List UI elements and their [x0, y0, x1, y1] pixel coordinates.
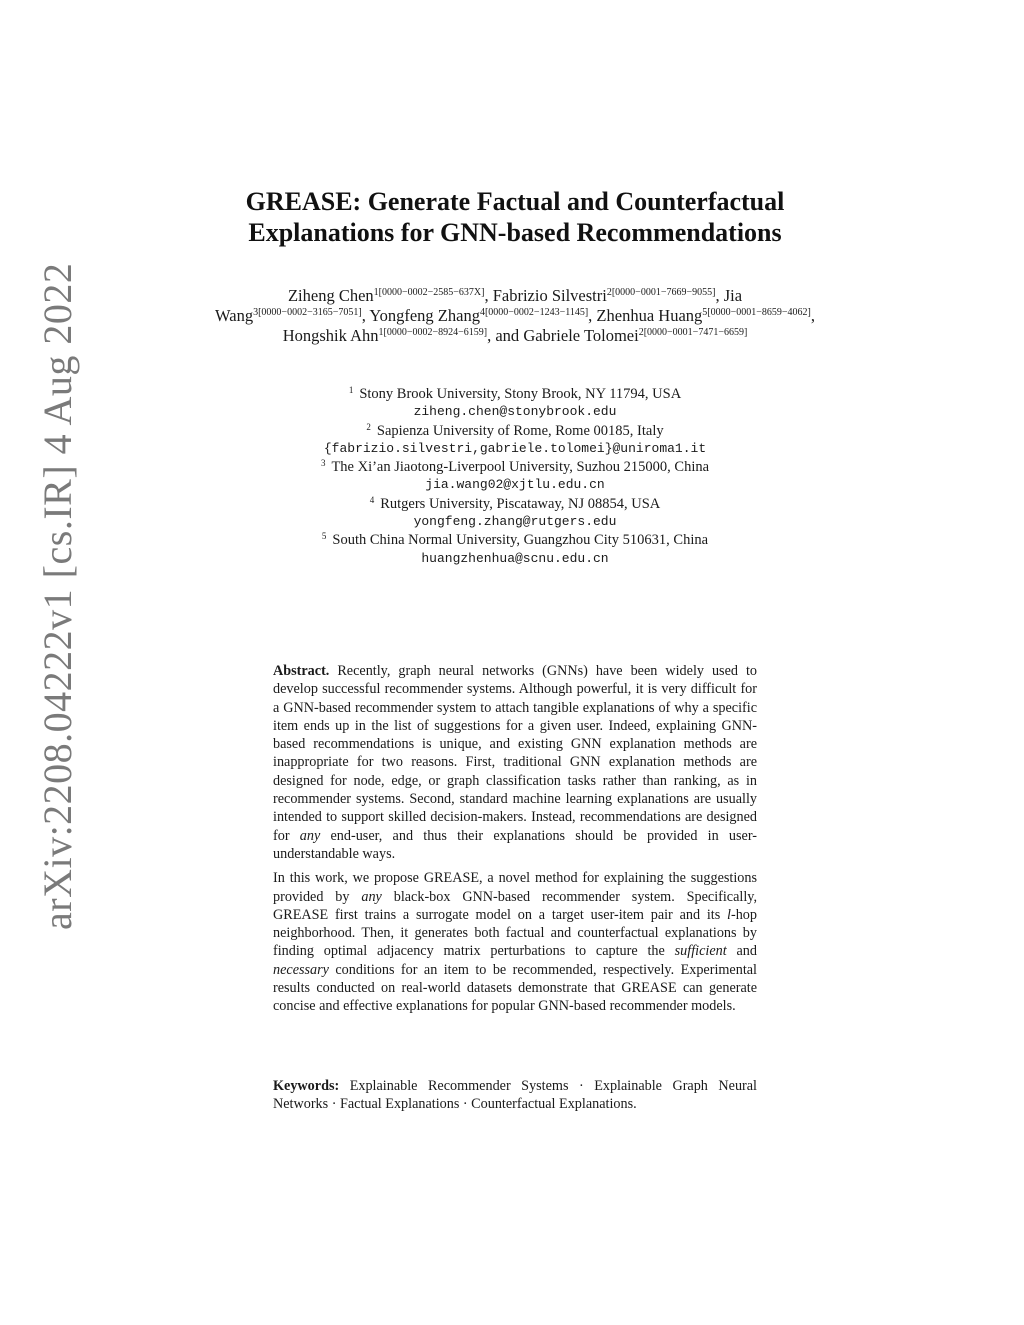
author: Yongfeng Zhang$^{4[0000-0002-1243-1145]}$, [369, 306, 597, 325]
abstract-paragraph-2: In this work, we propose GREASE, a novel method for explaining the suggestions provided by any black-box GNN-based recommender system. Specifically, GREASE first trains a surrogate model on a target user-item pair and its l-hop neighborhood. Then, it generates both factual and counterfactual explanations by finding optimal adjacency matrix perturbations to capture the sufficient and necessary conditions for an item to be recommended, respectively. Experimental results conducted on real-world datasets demonstrate that GREASE can generate concise and effective explanations for popular GNN-based recommender models. [273, 870, 758, 1015]
author: Jia Wang$^{3[0000-0002-3165-7051]}$, [215, 286, 743, 325]
affiliation [215, 385, 815, 422]
affiliation [215, 495, 815, 532]
affiliation [215, 458, 815, 495]
paper-title [200, 186, 830, 248]
affiliation-number: 2 [366, 421, 371, 432]
affiliation-name: Rutgers University, Piscataway, NJ 08854, USA [380, 495, 661, 512]
affiliation-email: ziheng.chen@stonybrook.edu [413, 404, 617, 420]
affiliation-number: 5 [321, 531, 327, 542]
affiliation [215, 422, 815, 459]
affiliation-email: {fabrizio.silvestri,gabriele.tolomei}@uniroma1.it [323, 440, 707, 456]
affiliation-number: 3 [320, 458, 326, 469]
author: Fabrizio Silvestri$^{2[0000-0001-7669-9055]}$, [492, 286, 724, 305]
abstract-heading: Abstract. [273, 663, 330, 679]
title-line-2: Explanations for GNN-based Recommendations [248, 218, 782, 247]
author: Hongshik Ahn$^{1[0000-0002-8924-6159]}$, and [282, 326, 524, 345]
affiliation-name: The Xi’an Jiaotong-Liverpool University, Suzhou 215000, China [331, 459, 710, 476]
affiliation-email: jia.wang02@xjtlu.edu.cn [425, 477, 605, 493]
keywords-heading: Keywords: [273, 1078, 340, 1094]
affiliation-name: Stony Brook University, Stony Brook, NY 11794, USA [359, 386, 682, 402]
arxiv-identifier-stamp: arXiv:2208.04222v1 [cs.IR] 4 Aug 2022 [35, 262, 80, 930]
abstract [273, 662, 757, 1016]
affiliation-name: South China Normal University, Guangzhou City 510631, China [332, 532, 709, 549]
title-line-1: GREASE: Generate Factual and Counterfactual [245, 187, 785, 216]
affiliation-number: 4 [369, 494, 375, 505]
affiliation [215, 531, 815, 568]
author-list [215, 286, 815, 346]
affiliation-email: yongfeng.zhang@rutgers.edu [413, 514, 617, 530]
author: Gabriele Tolomei$^{2[0000-0001-7471-6659]}$ [523, 326, 748, 345]
author: Ziheng Chen$^{1[0000-0002-2585-637X]}$, [287, 286, 493, 305]
affiliation-name: Sapienza University of Rome, Rome 00185, Italy [376, 422, 664, 439]
abstract-paragraph-1: Abstract. Recently, graph neural networks (GNNs) have been widely used to develop successful recommender systems. Although powerful, it is very difficult for a GNN-based recommender system to attach tangible explanations of why a specific item ends up in the list of suggestions for a given user. Indeed, explaining GNN-based recommendations is unique, and existing GNN explanation methods are inappropriate for two reasons. First, traditional GNN explanation methods are designed for node, edge, or graph classification tasks rather than ranking, as in recommender systems. Second, standard machine learning explanations are usually intended to support skilled decision-makers. Instead, recommendations are designed for any end-user, and thus their explanations should be provided in user-understandable ways. [273, 663, 757, 862]
affiliation-list [215, 385, 815, 568]
keywords [273, 1077, 757, 1114]
author: Zhenhua Huang$^{5[0000-0001-8659-4062]}$, [596, 306, 815, 325]
affiliation-number: 1 [348, 385, 354, 395]
affiliation-email: huangzhenhua@scnu.edu.cn [421, 550, 609, 566]
keywords-text: Explainable Recommender Systems · Explainable Graph Neural Networks · Factual Explanations · Counterfactual Explanations. [273, 1078, 758, 1113]
